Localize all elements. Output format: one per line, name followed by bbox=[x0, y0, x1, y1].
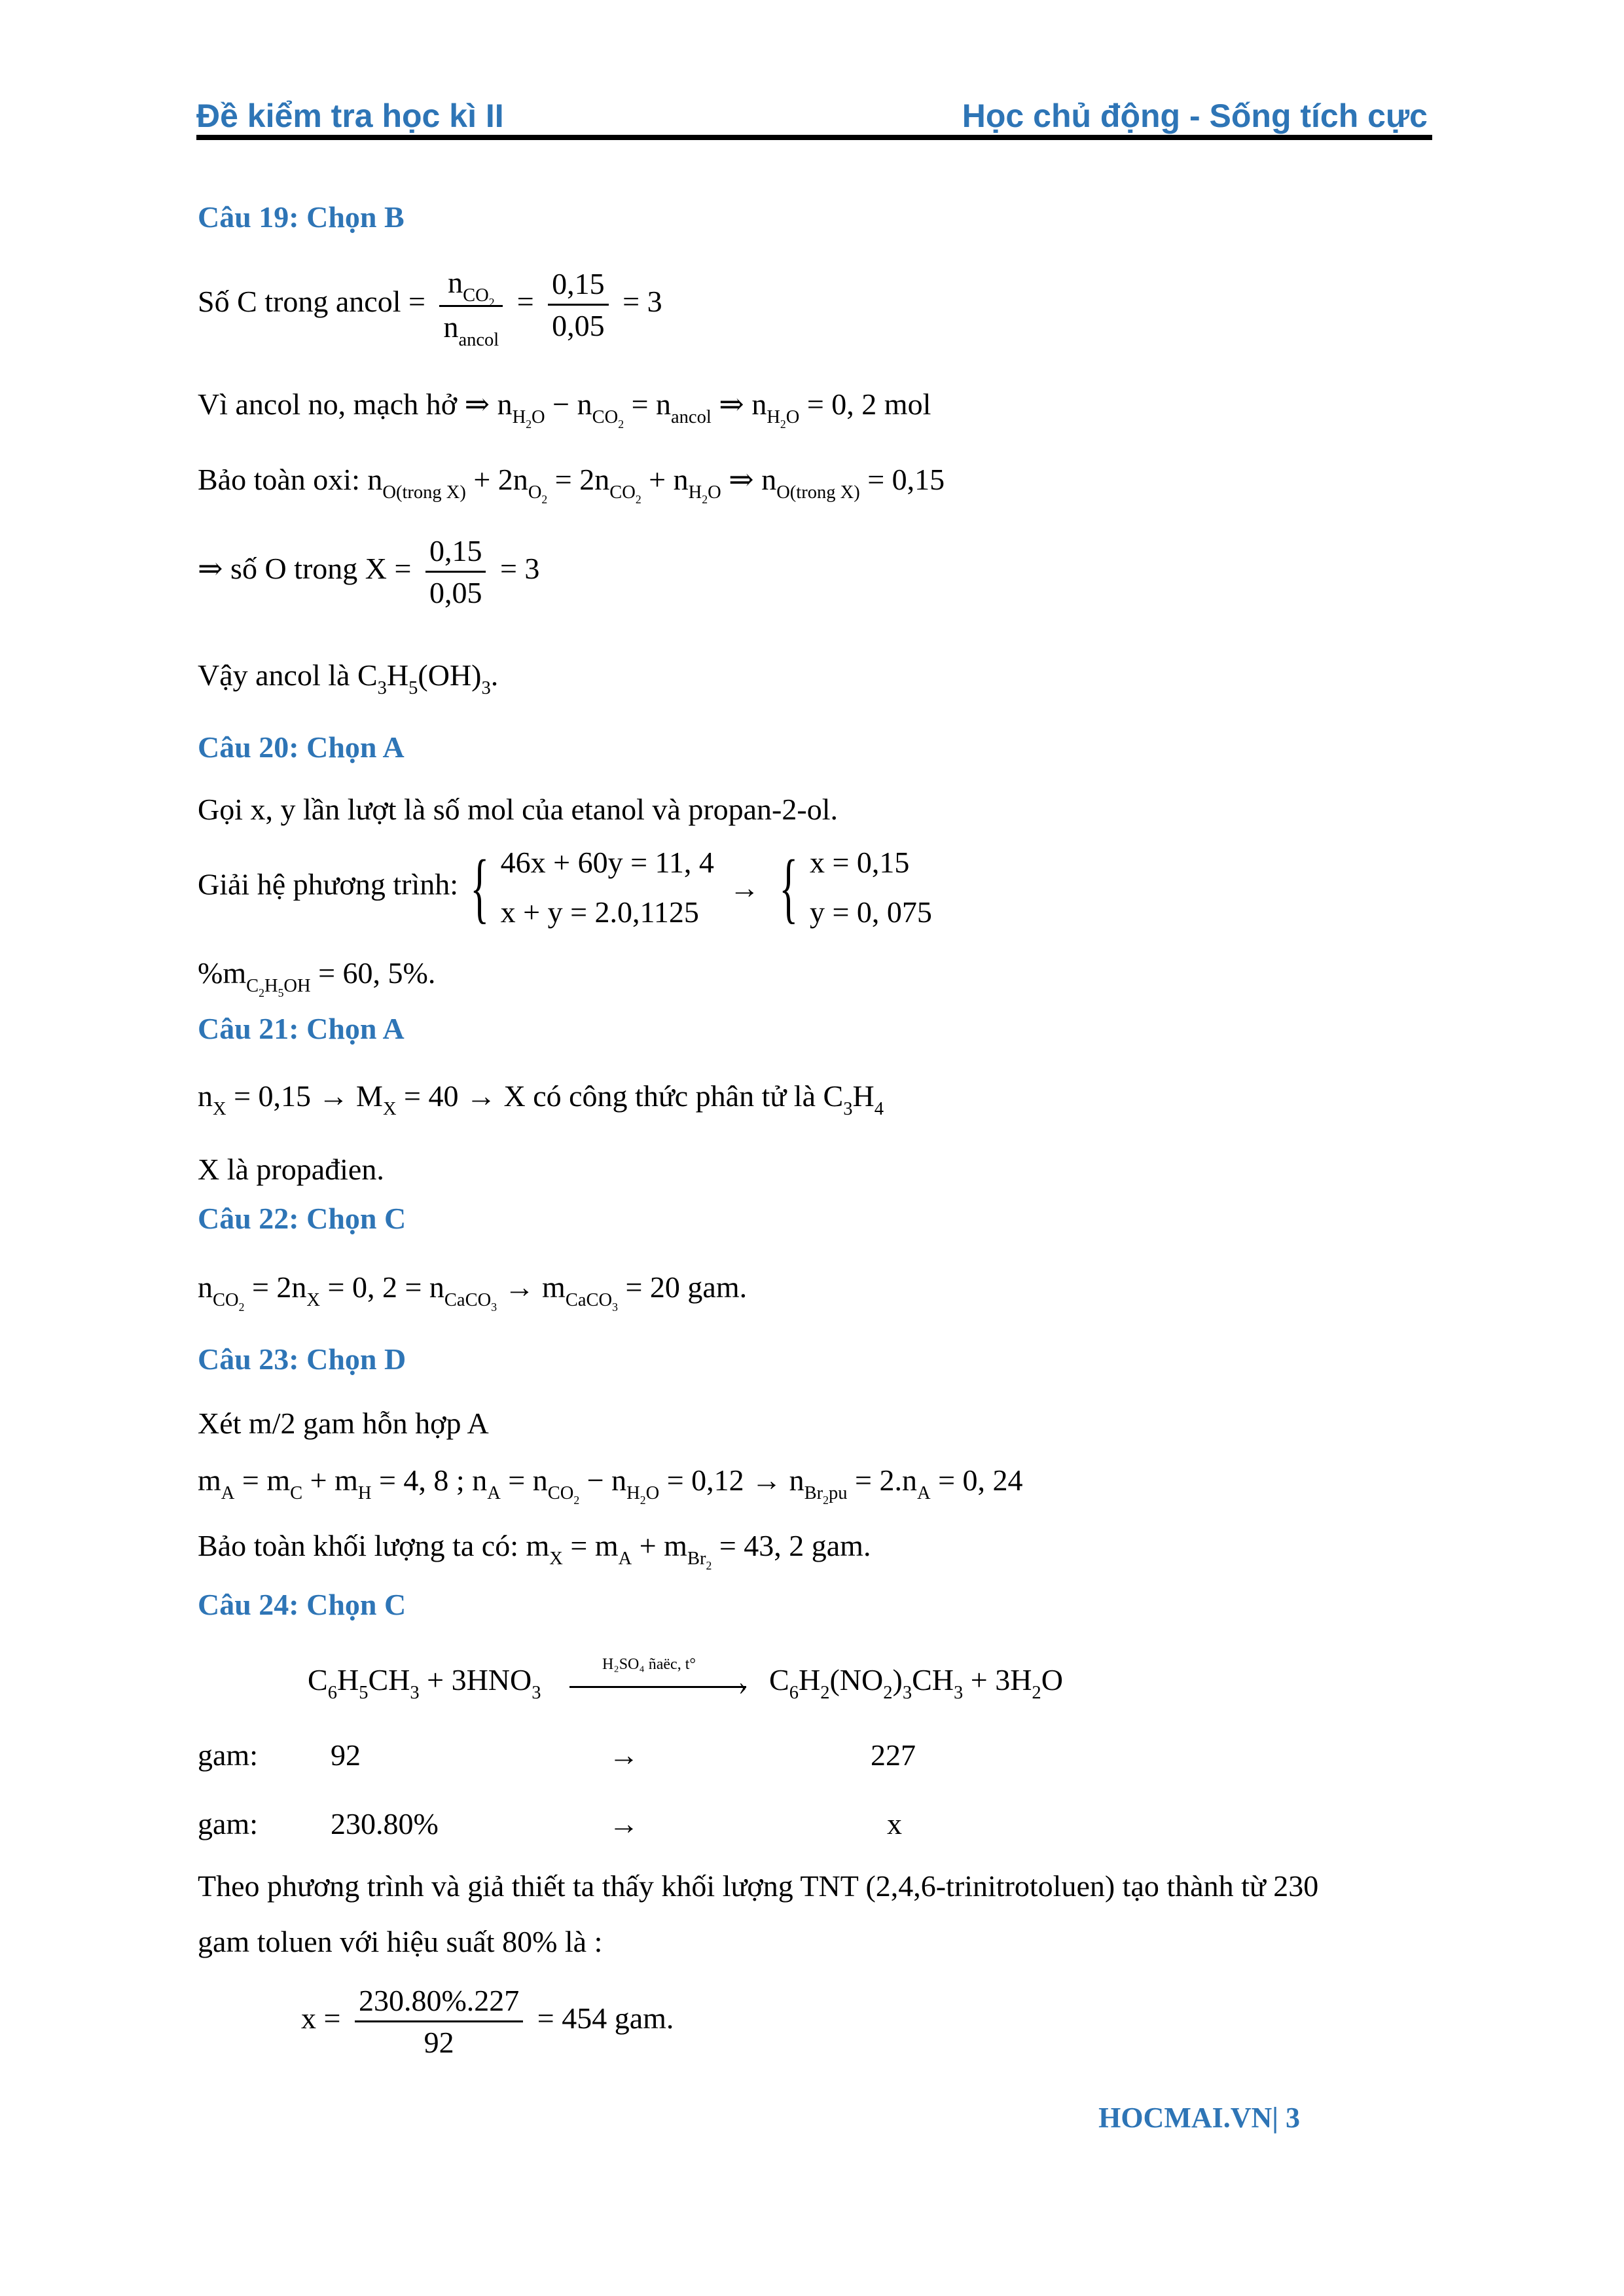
q19-l4-prefix: số O trong X bbox=[230, 552, 387, 586]
q23-title: Câu 23: Chọn D bbox=[198, 1342, 406, 1376]
header-left: Đề kiểm tra học kì II bbox=[196, 98, 504, 134]
q20-l2-prefix: Giải hệ phương trình: bbox=[198, 867, 459, 901]
q19-carbon-count: Số C trong ancol = $\frac{n_{CO_2}}{n_{ancol}}$ = $\frac{0,15}{0,05}$ = 3 bbox=[198, 266, 662, 350]
q24-result-value: 454 gam. bbox=[562, 2001, 674, 2036]
page-footer: HOCMAI.VN| 3 bbox=[1098, 2102, 1300, 2134]
q24-arrow-line bbox=[569, 1686, 746, 1688]
q24-row1-left: 92 bbox=[331, 1738, 361, 1772]
q19-title: Câu 19: Chọn B bbox=[198, 200, 405, 234]
q24-explain2: gam toluen với hiệu suất 80% là : bbox=[198, 1925, 603, 1958]
q19-l3-prefix: Bảo toàn oxi: bbox=[198, 463, 360, 496]
q24-row1-arrow: → bbox=[609, 1738, 639, 1772]
q20-line1: Gọi x, y lần lượt là số mol của etanol và propan-2-ol. bbox=[198, 793, 838, 826]
q21-l1-text: X có công thức phân tử là bbox=[503, 1079, 816, 1113]
q23-l3-prefix: Bảo toàn khối lượng ta có: bbox=[198, 1529, 519, 1562]
q19-l1-prefix: Số C trong ancol bbox=[198, 284, 401, 318]
q19-oxygen-count: ⇒ số O trong X = $\frac{0,15}{0,05}$ = 3 bbox=[198, 534, 540, 609]
q23-line2: $m_A = m_C + m_H = 4$, 8 ; $n_A = n_{CO_2} - n_{H_2O} = 0,12 \to n_{Br_2pu} = 2.n_A = 0$, 24 bbox=[198, 1463, 1023, 1507]
q20-percent: $\%m_{C_2H_5OH} = 60$, 5%. bbox=[198, 956, 436, 999]
header-right: Học chủ động - Sống tích cực bbox=[962, 98, 1428, 134]
q20-title: Câu 20: Chọn A bbox=[198, 730, 405, 764]
q24-explain1: Theo phương trình và giả thiết ta thấy khối lượng TNT (2,4,6-trinitrotoluen) tạo thành từ 230 bbox=[198, 1869, 1319, 1903]
q24-arrow-head: › bbox=[738, 1671, 748, 1700]
q24-row2-label: gam: bbox=[198, 1807, 258, 1840]
q21-title: Câu 21: Chọn A bbox=[198, 1012, 405, 1045]
q24-title: Câu 24: Chọn C bbox=[198, 1588, 406, 1621]
q20-system: Giải hệ phương trình: { 46x + 60y = 11, 4 x + y = 2.0,1125 → { x = 0,15 y = 0, 075 bbox=[198, 844, 932, 931]
q21-line2: X là propađien. bbox=[198, 1153, 384, 1186]
q19-l5-prefix: Vậy ancol là bbox=[198, 658, 350, 692]
q21-line1: $n_X = 0,15 \to M_X = 40 \to X$ có công thức phân tử là $C_3H_4$ bbox=[198, 1079, 884, 1119]
q19-frac-carbon: $\frac{n_{CO_2}}{n_{ancol}}$ bbox=[439, 265, 503, 344]
q24-condition: H₂SO₄ ñaëc, t° bbox=[602, 1656, 696, 1673]
q19-oxygen-balance: Bảo toàn oxi: $n_{O(trong X)} + 2n_{O_2} = 2n_{CO_2} + n_{H_2O}$ ⇒ $n_{O(trong X)} = 0,15$ bbox=[198, 463, 945, 506]
q23-line3: Bảo toàn khối lượng ta có: $m_X = m_A + m_{Br_2} = 43$, 2 gam. bbox=[198, 1529, 871, 1572]
q22-line1: $n_{CO_2} = 2n_X = 0$, $2 = n_{CaCO_3} \to m_{CaCO_3} = 20$ gam. bbox=[198, 1270, 748, 1314]
q22-title: Câu 22: Chọn C bbox=[198, 1202, 406, 1235]
q24-reactants: $C_6H_5CH_3 + 3HNO_3$ bbox=[308, 1663, 541, 1703]
q24-row2-arrow: → bbox=[609, 1807, 639, 1840]
q23-line1: Xét m/2 gam hỗn hợp A bbox=[198, 1407, 489, 1440]
q24-row1-right: 227 bbox=[871, 1738, 916, 1772]
q24-products: $C_6H_2(NO_2)_3CH_3 + 3H_2O$ bbox=[769, 1663, 1063, 1703]
q19-saturated-line: Vì ancol no, mạch hở ⇒ $n_{H_2O} - n_{CO_2} = n_{ancol}$ ⇒ $n_{H_2O} = 0$, 2 mol bbox=[198, 387, 931, 431]
header-rule bbox=[196, 135, 1432, 140]
q24-row1-label: gam: bbox=[198, 1738, 258, 1772]
q19-l2-prefix: Vì ancol no, mạch hở bbox=[198, 387, 458, 421]
q24-result: x = $\frac{230.80\%.227}{92}$ = 454 gam. bbox=[301, 1984, 674, 2059]
q24-row2-left: 230.80% bbox=[331, 1807, 439, 1840]
q24-row2-right: x bbox=[887, 1807, 902, 1840]
q19-conclusion: Vậy ancol là $C_3H_5(OH)_3$. bbox=[198, 658, 499, 698]
